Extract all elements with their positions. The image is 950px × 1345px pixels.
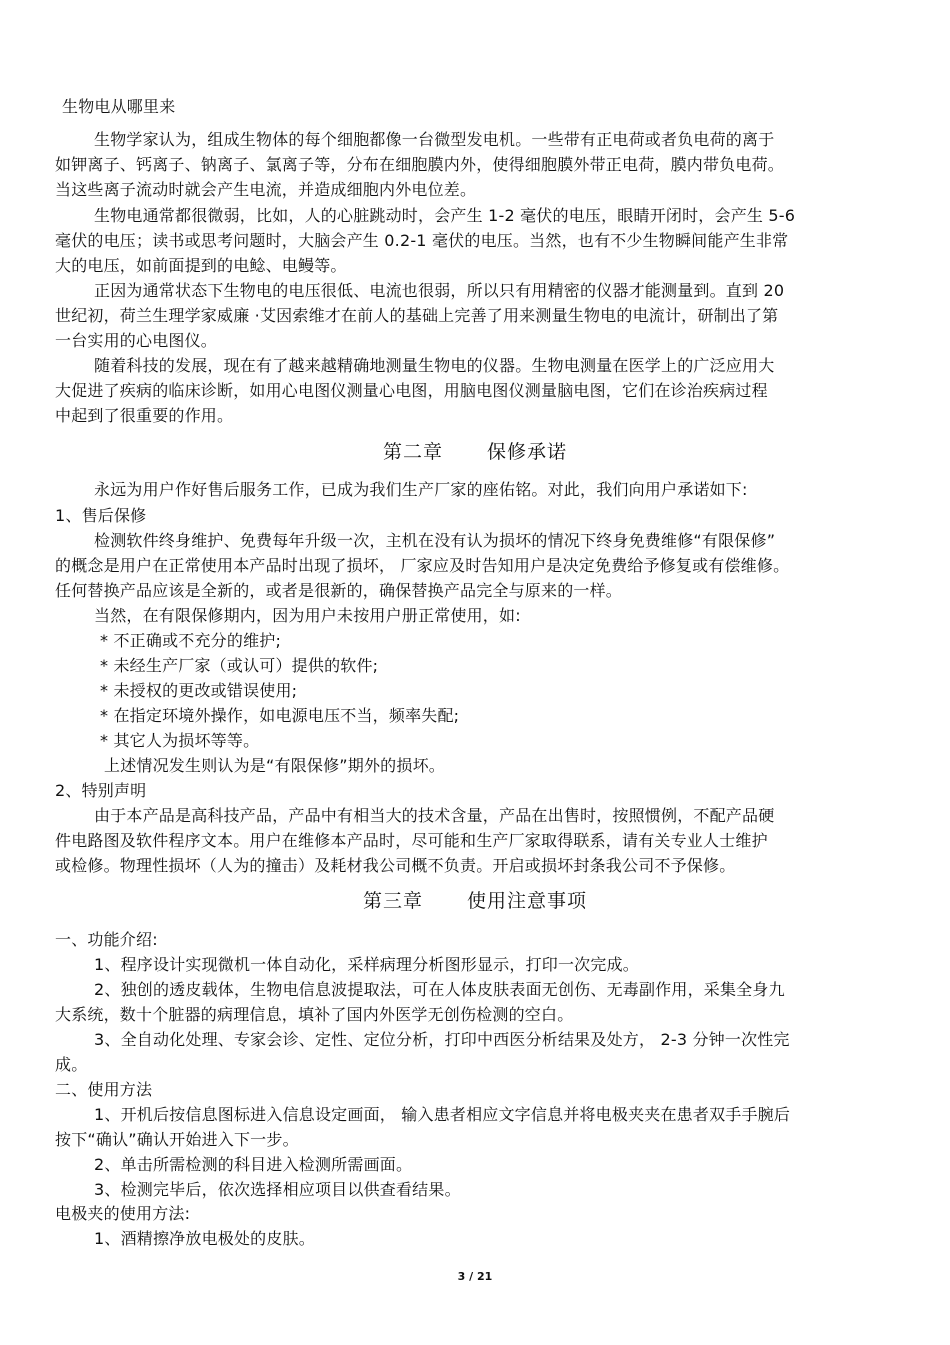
bullet-item: * 不正确或不充分的维护; bbox=[100, 631, 282, 650]
chapter-lead: 永远为用户作好售后服务工作，已成为我们生产厂家的座佑铭。对此，我们向用户承诺如下: bbox=[94, 480, 748, 499]
bullet-item: * 未授权的更改或错误使用; bbox=[100, 681, 298, 700]
paragraph-line: 或检修。物理性损坏（人为的撞击）及耗材我公司概不负责。开启或损坏封条我公司不予保修。 bbox=[55, 856, 736, 875]
paragraph-line: 生物电通常都很微弱，比如，人的心脏跳动时，会产生 1-2 毫伏的电压，眼睛开闭时，会产生 5-6 bbox=[94, 206, 796, 225]
paragraph-line: 当然，在有限保修期内，因为用户未按用户册正常使用，如: bbox=[94, 606, 521, 625]
paragraph-line: 大的电压，如前面提到的电鲶、电鳗等。 bbox=[55, 256, 347, 275]
chapter-number: 第二章 bbox=[382, 441, 443, 463]
intro-title: 生物电从哪里来 bbox=[62, 97, 176, 116]
section-title: 电极夹的使用方法: bbox=[55, 1204, 191, 1223]
section-title: 2、特别声明 bbox=[55, 781, 147, 800]
chapter-heading bbox=[0, 887, 950, 915]
paragraph-line: 毫伏的电压；读书或思考问题时，大脑会产生 0.2-1 毫伏的电压。当然，也有不少生物瞬间能产生非常 bbox=[55, 231, 789, 250]
section-title: 1、售后保修 bbox=[55, 506, 147, 525]
list-item-continued: 按下“确认”确认开始进入下一步。 bbox=[55, 1130, 299, 1149]
section-title: 二、使用方法 bbox=[55, 1080, 153, 1099]
section-title: 一、功能介绍: bbox=[55, 930, 158, 949]
list-item: 1、酒精擦净放电极处的皮肤。 bbox=[94, 1229, 315, 1248]
list-item: 3、检测完毕后，依次选择相应项目以供查看结果。 bbox=[94, 1180, 461, 1199]
bullet-item: * 未经生产厂家（或认可）提供的软件; bbox=[100, 656, 379, 675]
chapter-heading bbox=[0, 438, 950, 466]
paragraph-line: 上述情况发生则认为是“有限保修”期外的损坏。 bbox=[104, 756, 445, 775]
list-item: 3、全自动化处理、专家会诊、定性、定位分析，打印中西医分析结果及处方， 2-3 分钟一次性完 bbox=[94, 1030, 790, 1049]
paragraph-line: 世纪初，荷兰生理学家威廉 ·艾因索维才在前人的基础上完善了用来测量生物电的电流计，研制出了第 bbox=[55, 306, 779, 325]
list-item: 1、开机后按信息图标进入信息设定画面， 输入患者相应文字信息并将电极夹夹在患者双手手腕后 bbox=[94, 1105, 791, 1124]
paragraph-line: 中起到了很重要的作用。 bbox=[55, 406, 234, 425]
chapter-title: 使用注意事项 bbox=[467, 890, 588, 912]
chapter-number: 第三章 bbox=[362, 890, 423, 912]
list-item-continued: 成。 bbox=[55, 1055, 88, 1074]
paragraph-line: 大促进了疾病的临床诊断，如用心电图仪测量心电图，用脑电图仪测量脑电图，它们在诊治疾病过程 bbox=[55, 381, 768, 400]
bullet-item: * 在指定环境外操作，如电源电压不当，频率失配; bbox=[100, 706, 460, 725]
list-item: 1、程序设计实现微机一体自动化，采样病理分析图形显示，打印一次完成。 bbox=[94, 955, 639, 974]
paragraph-line: 正因为通常状态下生物电的电压很低、电流也很弱，所以只有用精密的仪器才能测量到。直到 20 bbox=[94, 281, 785, 300]
paragraph-line: 检测软件终身维护、免费每年升级一次，主机在没有认为损坏的情况下终身免费维修“有限保修” bbox=[94, 531, 776, 550]
paragraph-line: 由于本产品是高科技产品，产品中有相当大的技术含量，产品在出售时，按照惯例，不配产品硬 bbox=[94, 806, 775, 825]
paragraph-line: 任何替换产品应该是全新的，或者是很新的，确保替换产品完全与原来的一样。 bbox=[55, 581, 623, 600]
page-number: 3 / 21 bbox=[457, 1270, 493, 1283]
paragraph-line: 一台实用的心电图仪。 bbox=[55, 331, 218, 350]
bullet-item: * 其它人为损坏等等。 bbox=[100, 731, 260, 750]
chapter-title: 保修承诺 bbox=[487, 441, 568, 463]
paragraph-line: 随着科技的发展，现在有了越来越精确地测量生物电的仪器。生物电测量在医学上的广泛应用大 bbox=[94, 356, 775, 375]
list-item-continued: 大系统，数十个脏器的病理信息，填补了国内外医学无创伤检测的空白。 bbox=[55, 1005, 574, 1024]
list-item: 2、单击所需检测的科目进入检测所需画面。 bbox=[94, 1155, 413, 1174]
paragraph-line: 生物学家认为，组成生物体的每个细胞都像一台微型发电机。一些带有正电荷或者负电荷的离于 bbox=[94, 130, 775, 149]
paragraph-line: 如钾离子、钙离子、钠离子、氯离子等，分布在细胞膜内外，使得细胞膜外带正电荷，膜内带负电荷。 bbox=[55, 155, 785, 174]
list-item: 2、独创的透皮载体，生物电信息波提取法，可在人体皮肤表面无创伤、无毒副作用，采集全身九 bbox=[94, 980, 785, 999]
paragraph-line: 的概念是用户在正常使用本产品时出现了损坏， 厂家应及时告知用户是决定免费给予修复或有偿维修。 bbox=[55, 556, 790, 575]
paragraph-line: 当这些离子流动时就会产生电流，并造成细胞内外电位差。 bbox=[55, 180, 477, 199]
paragraph-line: 件电路图及软件程序文本。用户在维修本产品时，尽可能和生产厂家取得联系，请有关专业人士维护 bbox=[55, 831, 768, 850]
